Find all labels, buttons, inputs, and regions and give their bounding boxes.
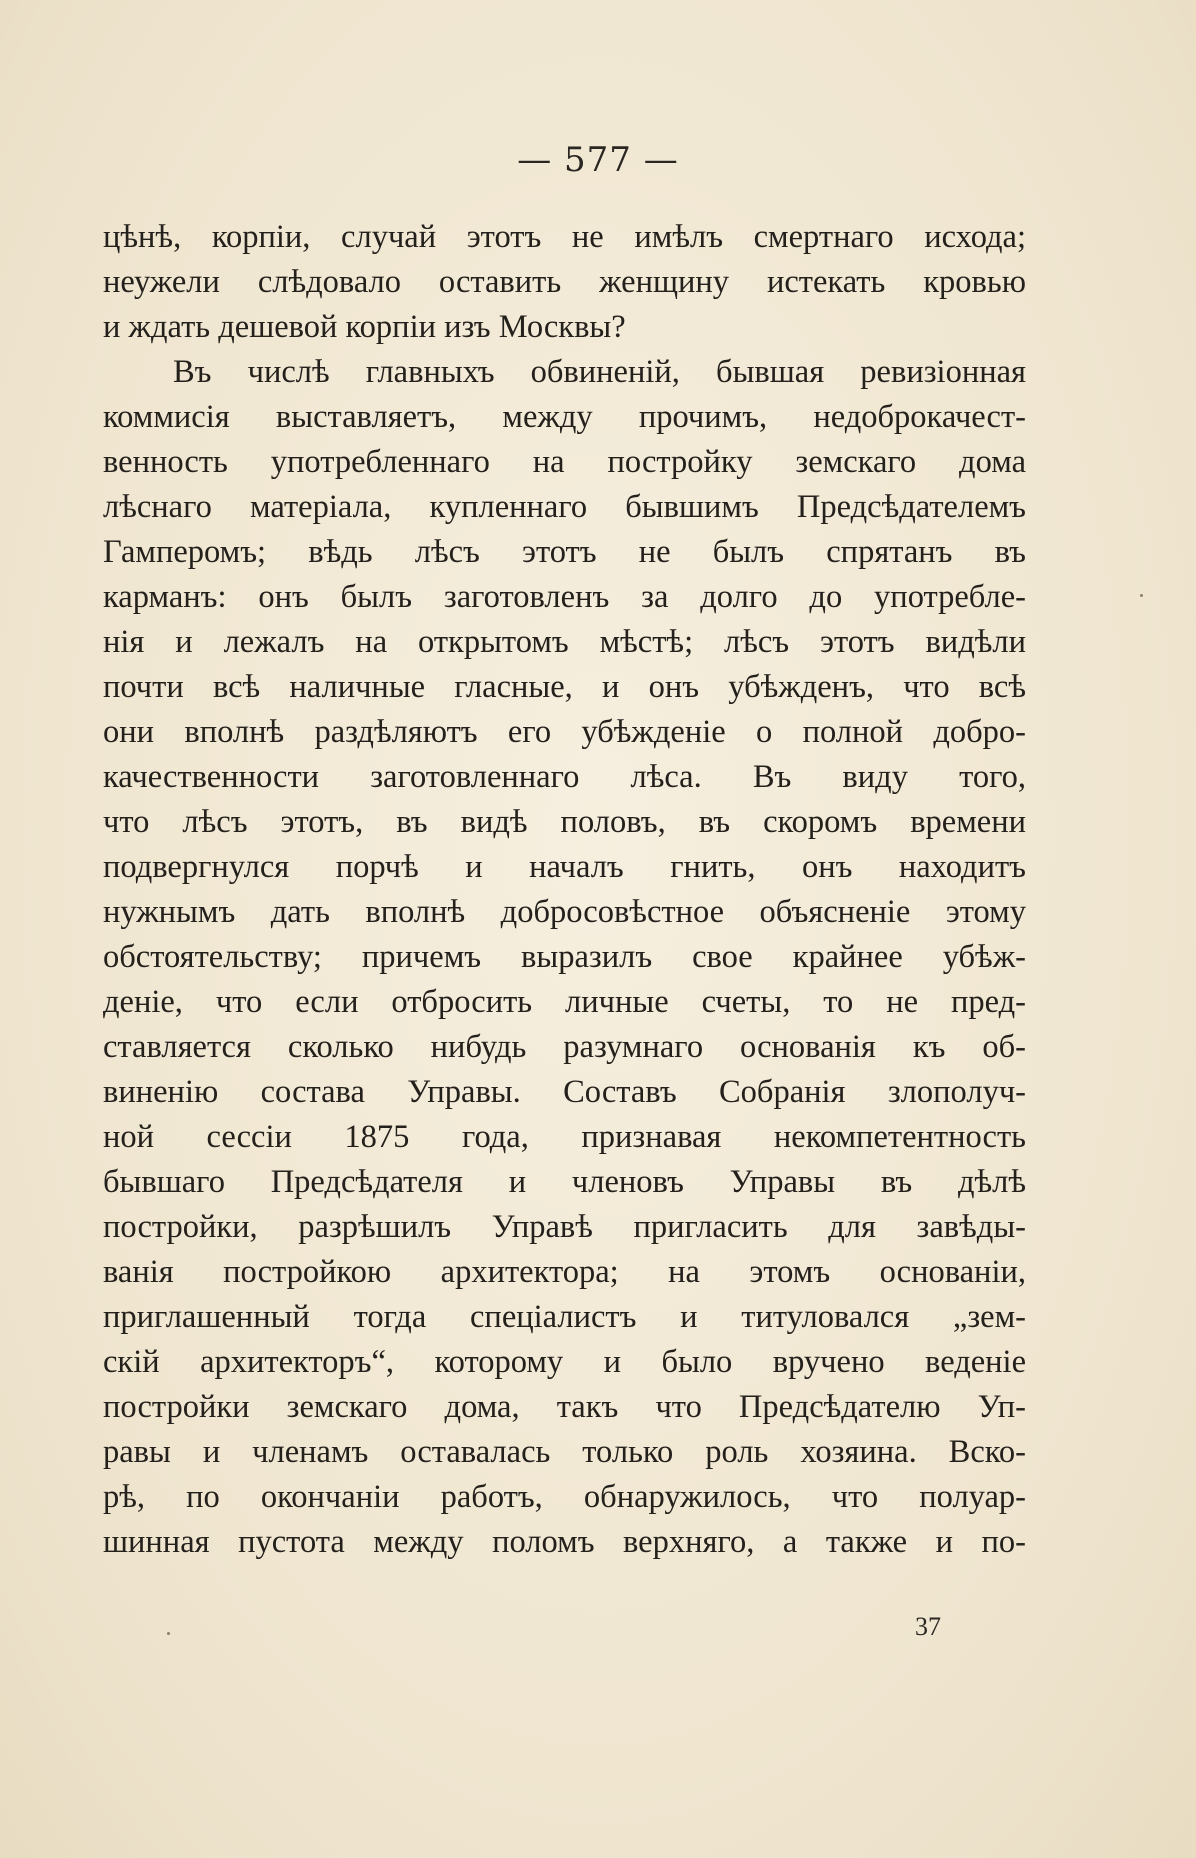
- text-line: нужнымъ дать вполнѣ добросовѣстное объясненіе этому: [103, 894, 1026, 930]
- signature-mark: 37: [915, 1612, 941, 1641]
- body-text: [103, 215, 1026, 1565]
- text-line: рѣ, по окончаніи работъ, обнаружилось, что полуар-: [103, 1479, 1026, 1515]
- text-line: неужели слѣдовало оставить женщину истекать кровью: [103, 264, 1026, 300]
- text-line: равы и членамъ оставалась только роль хозяина. Вско-: [103, 1434, 1026, 1470]
- text-line: что лѣсъ этотъ, въ видѣ половъ, въ скоромъ времени: [103, 804, 1026, 840]
- text-line: цѣнѣ, корпіи, случай этотъ не имѣлъ смертнаго исхода;: [103, 219, 1026, 255]
- text-line: качественности заготовленнаго лѣса. Въ виду того,: [103, 759, 1026, 795]
- text-line: подвергнулся порчѣ и началъ гнить, онъ находитъ: [103, 849, 1026, 885]
- text-line: шинная пустота между поломъ верхняго, а также и по-: [103, 1524, 1026, 1560]
- text-line: ванія постройкою архитектора; на этомъ основаніи,: [103, 1254, 1026, 1290]
- text-line: нія и лежалъ на открытомъ мѣстѣ; лѣсъ этотъ видѣли: [103, 624, 1026, 660]
- text-line: и ждать дешевой корпіи изъ Москвы?: [103, 309, 626, 345]
- text-line: постройки, разрѣшилъ Управѣ пригласить для завѣды-: [103, 1209, 1026, 1245]
- text-line: скій архитекторъ“, которому и было вручено веденіе: [103, 1344, 1026, 1380]
- paper-speck: [167, 1632, 170, 1635]
- text-line: приглашенный тогда спеціалистъ и титуловался „зем-: [103, 1299, 1026, 1335]
- text-line: ставляется сколько нибудь разумнаго основанія къ об-: [103, 1029, 1026, 1065]
- page-number: — 577 —: [517, 140, 679, 180]
- text-line: деніе, что если отбросить личные счеты, то не пред-: [103, 984, 1026, 1020]
- text-line: они вполнѣ раздѣляютъ его убѣжденіе о полной добро-: [103, 714, 1026, 750]
- text-line: карманъ: онъ былъ заготовленъ за долго до употребле-: [103, 579, 1026, 615]
- text-line: лѣснаго матеріала, купленнаго бывшимъ Предсѣдателемъ: [103, 489, 1026, 525]
- text-line: венность употребленнаго на постройку земскаго дома: [103, 444, 1026, 480]
- text-line: Гамперомъ; вѣдь лѣсъ этотъ не былъ спрятанъ въ: [103, 534, 1026, 570]
- text-line: ной сессіи 1875 года, признавая некомпетентность: [103, 1119, 1026, 1155]
- text-line: Въ числѣ главныхъ обвиненій, бывшая ревизіонная: [173, 354, 1026, 390]
- paper-speck: [1140, 594, 1143, 597]
- text-line: бывшаго Предсѣдателя и членовъ Управы въ дѣлѣ: [103, 1164, 1026, 1200]
- text-line: виненію состава Управы. Составъ Собранія злополуч-: [103, 1074, 1026, 1110]
- text-line: постройки земскаго дома, такъ что Предсѣдателю Уп-: [103, 1389, 1026, 1425]
- text-line: коммисія выставляетъ, между прочимъ, недоброкачест-: [103, 399, 1026, 435]
- text-line: почти всѣ наличные гласные, и онъ убѣжденъ, что всѣ: [103, 669, 1026, 705]
- text-line: обстоятельству; причемъ выразилъ свое крайнее убѣж-: [103, 939, 1026, 975]
